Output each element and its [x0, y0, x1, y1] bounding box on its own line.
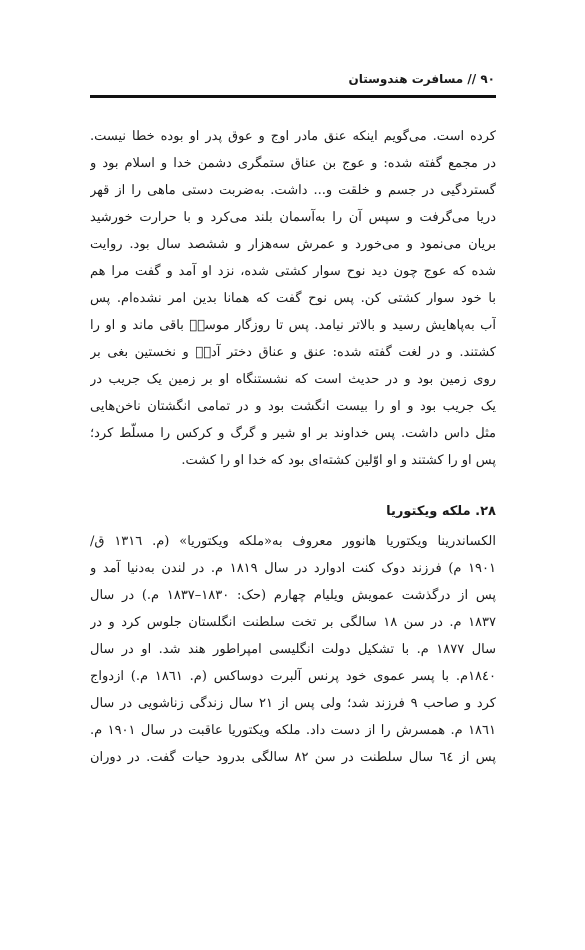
text-line: سال ۱۸۷۷ م. با تشکیل دولت انگلیسی امپراطور هند شد. او در سال [90, 642, 496, 657]
text-line: شده که عوج چون دید نوح سوار کشتی شده، نزد او آمد و گفت مرا هم [90, 264, 496, 279]
text-line: ۱۹۰۱ م) فرزند دوک کنت ادوارد در سال ۱۸۱۹ م. در لندن به‌دنیا آمد و [90, 561, 496, 576]
text-line: دریا می‌گرفت و سپس آن را به‌آسمان بلند می‌کرد و با حرارت خورشید [90, 210, 496, 225]
text-line: با خود سوار کشتی کن. پس نوح گفت که همانا بدین امر نشده‌ام. پس [90, 291, 496, 306]
text-line: بریان می‌نمود و می‌خورد و عمرش سه‌هزار و ششصد سال بود. روایت [90, 237, 496, 252]
running-head: ۹۰ // مسافرت هندوستان [348, 72, 495, 86]
text-line: پس از ٦٤ سال سلطنت در سن ۸۲ سالگی بدرود حیات گفت. در دوران [90, 750, 496, 765]
text-line: ۱۸٦۱ م. همسرش را از دست داد. ملکه ویکتوریا عاقبت در سال ۱۹۰۱ م. [90, 723, 496, 738]
text-line: پس او را کشتند و او اوّلین کشته‌ای بود که خدا او را کشت. [181, 453, 496, 468]
text-line: مثل داس داشت. پس خداوند بر او شیر و گرگ و کرکس را مسلّط کرد؛ [90, 426, 496, 441]
text-line: الکساندرینا ویکتوریا هانوور معروف به«ملکه ویکتوریا» (م. ۱۳۱٦ ق/ [90, 534, 496, 549]
header-rule [90, 95, 496, 98]
paragraph-2 [90, 528, 496, 771]
text-line: یک جریب بود و او را بیست انگشت بود و در تمامی انگشتان ناخن‌هایی [90, 399, 496, 414]
text-line: گستردگیی در جسم و خلقت و... داشت. به‌ضربت دستی ماهی را از قهر [90, 183, 496, 198]
text-line: کرده است. می‌گویم اینکه عنق مادر اوج و عوق پدر او بوده خطا نیست. [90, 129, 496, 144]
text-line: کشتند. و در لغت گفته شده: عنق و عناق دختر آدمؑ و نخستین بغی بر [90, 345, 496, 360]
text-line: کرد و صاحب ۹ فرزند شد؛ ولی پس از ۲۱ سال زندگی زناشویی در سال [90, 696, 496, 711]
text-line: آب به‌پاهایش رسید و بالاتر نیامد. پس تا روزگار موسیؑ باقی ماند و او را [90, 318, 496, 333]
text-line: پس از درگذشت عمویش ویلیام چهارم (حک: ۱۸۳۰–۱۸۳۷ م.) در سال [90, 588, 496, 603]
section-heading: ۲۸. ملکه ویکتوریا [386, 504, 496, 519]
paragraph-1 [90, 123, 496, 474]
text-line: ۱۸۳۷ م. در سن ۱۸ سالگی بر تخت سلطنت انگلستان جلوس کرد و در [90, 615, 496, 630]
text-line: ۱۸٤۰م. با پسر عموی خود پرنس آلبرت دوساکس (م. ۱۸٦۱ م.) ازدواج [90, 669, 496, 684]
text-line: روی زمین بود و در حدیث است که نشستنگاه او بر زمین یک جریب در [90, 372, 496, 387]
text-line: در مجمع گفته شده: و عوج بن عناق ستمگری دشمن خدا و اسلام بود و [90, 156, 496, 171]
